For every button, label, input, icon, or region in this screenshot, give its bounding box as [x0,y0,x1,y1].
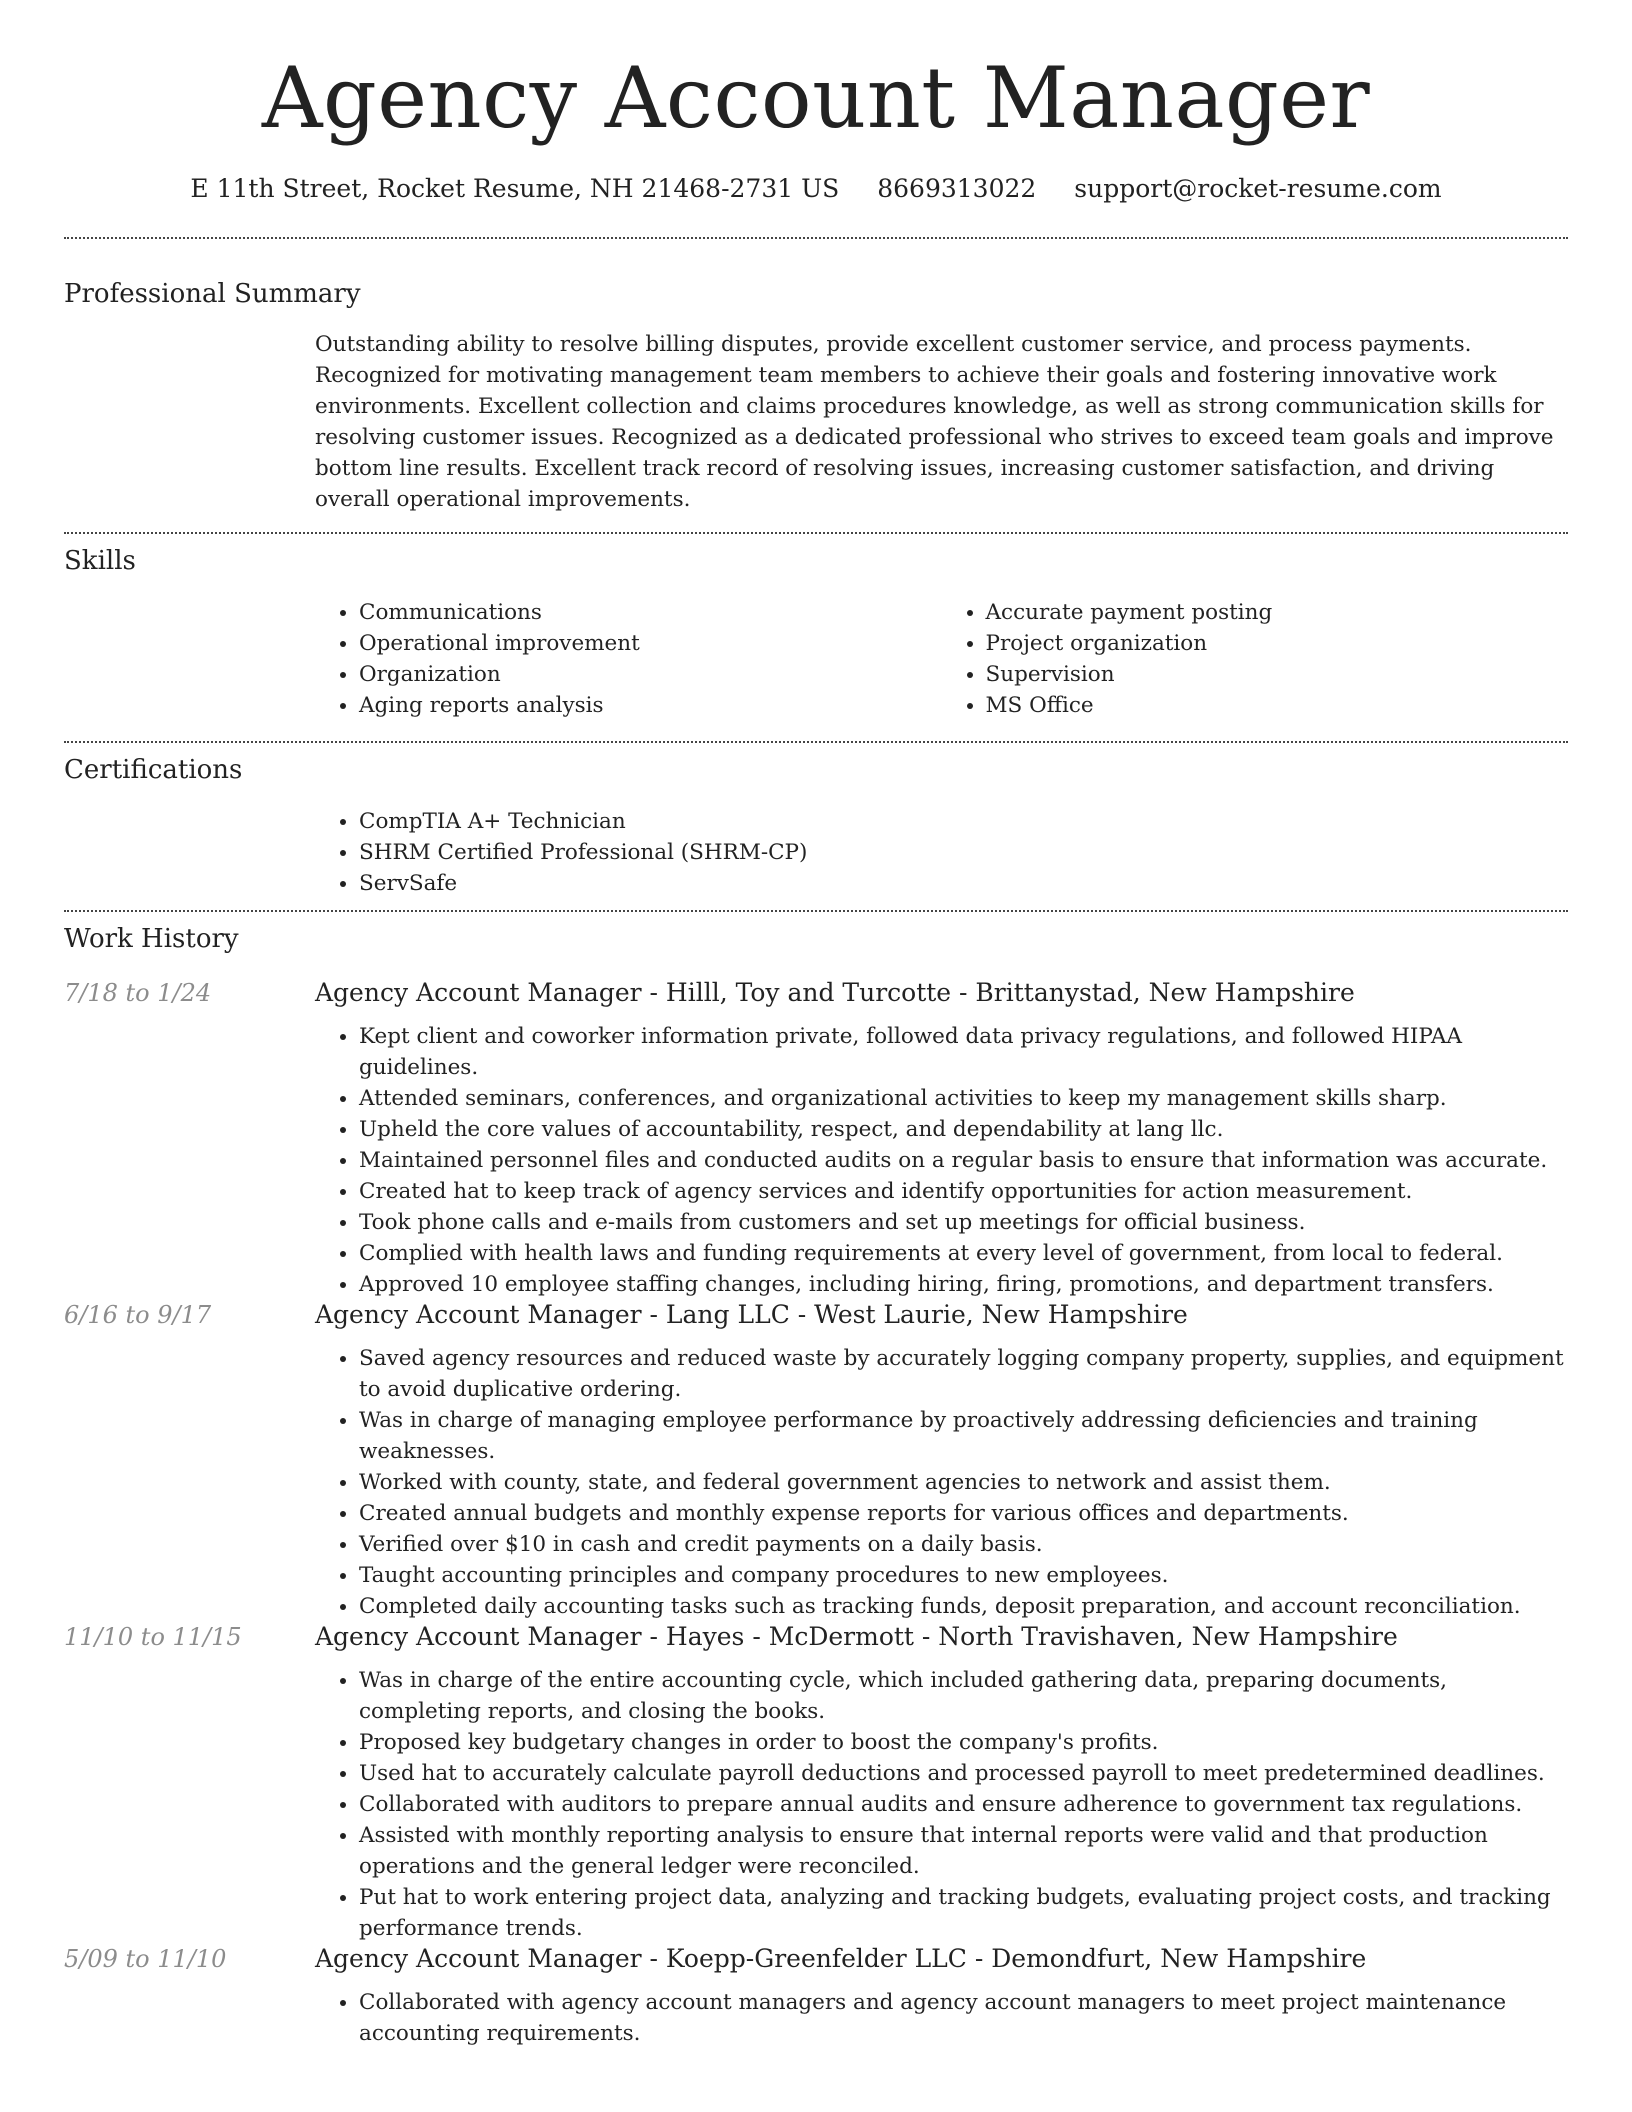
summary-text: Outstanding ability to resolve billing disputes, provide excellent customer service, and process payments. Recognized for motivating management team members to achieve their goals and fostering innovative work environments. Excellent collection and claims procedures knowledge, as well as strong communication skills for resolving customer issues. Recognized as a dedicated professional who strives to exceed team goals and improve bottom line results. Excellent track record of resolving issues, increasing customer satisfaction, and driving overall operational improvements. [315,332,1554,512]
job-bullet: • Was in charge of managing employee performance by proactively addressing deficiencies and training weaknesses. [359,1405,1568,1467]
work-history [64,978,1568,2049]
section-divider [64,741,1568,743]
skills-list-left [315,597,942,721]
contact-phone: 8669313022 [877,174,1037,203]
section-title-work-history: Work History [64,924,239,954]
section-divider [64,910,1568,912]
job-entry [64,1300,1568,1622]
job-bullet: • Approved 10 employee staffing changes, including hiring, firing, promotions, and department transfers. [359,1269,1568,1300]
section-divider [64,237,1568,239]
job-bullet: • Put hat to work entering project data, analyzing and tracking budgets, evaluating project costs, and tracking performance trends. [359,1882,1568,1944]
job-bullet: • Created annual budgets and monthly expense reports for various offices and departments. [359,1498,1568,1529]
job-bullet: • Taught accounting principles and company procedures to new employees. [359,1560,1568,1591]
job-bullet: • Completed daily accounting tasks such as tracking funds, deposit preparation, and account reconciliation. [359,1591,1568,1622]
job-entry [64,1622,1568,1944]
job-bullet: • Was in charge of the entire accounting cycle, which included gathering data, preparing documents, completing reports, and closing the books. [359,1665,1568,1727]
job-title: Agency Account Manager - Lang LLC - West Laurie, New Hampshire [315,1300,1188,1329]
skill-item: • Operational improvement [359,628,942,659]
job-bullet: • Complied with health laws and funding requirements at every level of government, from local to federal. [359,1238,1568,1269]
section-title-skills: Skills [64,546,136,576]
job-bullet: • Used hat to accurately calculate payroll deductions and processed payroll to meet predetermined deadlines. [359,1758,1568,1789]
job-bullet: • Proposed key budgetary changes in order to boost the company's profits. [359,1727,1568,1758]
skills-grid [315,597,1568,721]
certification-item: • CompTIA A+ Technician [359,806,1568,837]
job-bullets [315,1021,1568,1300]
skill-item: • MS Office [986,690,1569,721]
job-title: Agency Account Manager - Hayes - McDermott - North Travishaven, New Hampshire [315,1622,1398,1651]
job-dates: 11/10 to 11/15 [64,1623,242,1651]
job-entry [64,978,1568,1300]
job-bullet: • Verified over $10 in cash and credit payments on a daily basis. [359,1529,1568,1560]
skill-item: • Accurate payment posting [986,597,1569,628]
job-dates: 5/09 to 11/10 [64,1945,227,1973]
section-divider [64,532,1568,534]
certifications-block [315,806,1568,899]
job-bullet: • Maintained personnel files and conducted audits on a regular basis to ensure that information was accurate. [359,1145,1568,1176]
job-dates: 7/18 to 1/24 [64,979,212,1007]
job-bullet: • Upheld the core values of accountability, respect, and dependability at lang llc. [359,1114,1568,1145]
job-dates: 6/16 to 9/17 [64,1301,212,1329]
skill-item: • Communications [359,597,942,628]
skill-item: • Supervision [986,659,1569,690]
certification-item: • SHRM Certified Professional (SHRM-CP) [359,837,1568,868]
job-bullet: • Collaborated with agency account managers and agency account managers to meet project maintenance accounting requirements. [359,1987,1568,2049]
job-bullets [315,1343,1568,1622]
section-title-certifications: Certifications [64,755,243,785]
skill-item: • Project organization [986,628,1569,659]
contact-line [64,174,1568,203]
contact-email: support@rocket-resume.com [1074,174,1442,203]
job-bullet: • Kept client and coworker information private, followed data privacy regulations, and followed HIPAA guidelines. [359,1021,1568,1083]
job-bullet: • Took phone calls and e-mails from customers and set up meetings for official business. [359,1207,1568,1238]
skill-item: • Aging reports analysis [359,690,942,721]
job-header [64,978,1568,1007]
skill-item: • Organization [359,659,942,690]
contact-address: E 11th Street, Rocket Resume, NH 21468-2731 US [190,174,840,203]
job-header [64,1300,1568,1329]
job-bullets [315,1665,1568,1944]
resume-name: Agency Account Manager [261,49,1371,147]
job-title: Agency Account Manager - Hilll, Toy and Turcotte - Brittanystad, New Hampshire [315,978,1355,1007]
job-bullet: • Assisted with monthly reporting analysis to ensure that internal reports were valid and that production operations and the general ledger were reconciled. [359,1820,1568,1882]
job-header [64,1944,1568,1973]
job-bullet: • Collaborated with auditors to prepare annual audits and ensure adherence to government tax regulations. [359,1789,1568,1820]
job-header [64,1622,1568,1651]
job-bullet: • Worked with county, state, and federal government agencies to network and assist them. [359,1467,1568,1498]
job-entry [64,1944,1568,2049]
skills-list-right [942,597,1569,721]
job-bullets [315,1987,1568,2049]
job-bullet: • Saved agency resources and reduced waste by accurately logging company property, supplies, and equipment to avoid duplicative ordering. [359,1343,1568,1405]
job-bullet: • Attended seminars, conferences, and organizational activities to keep my management skills sharp. [359,1083,1568,1114]
certifications-list [315,806,1568,899]
section-title-summary: Professional Summary [64,279,361,309]
job-bullet: • Created hat to keep track of agency services and identify opportunities for action measurement. [359,1176,1568,1207]
certification-item: • ServSafe [359,868,1568,899]
job-title: Agency Account Manager - Koepp-Greenfelder LLC - Demondfurt, New Hampshire [315,1944,1367,1973]
